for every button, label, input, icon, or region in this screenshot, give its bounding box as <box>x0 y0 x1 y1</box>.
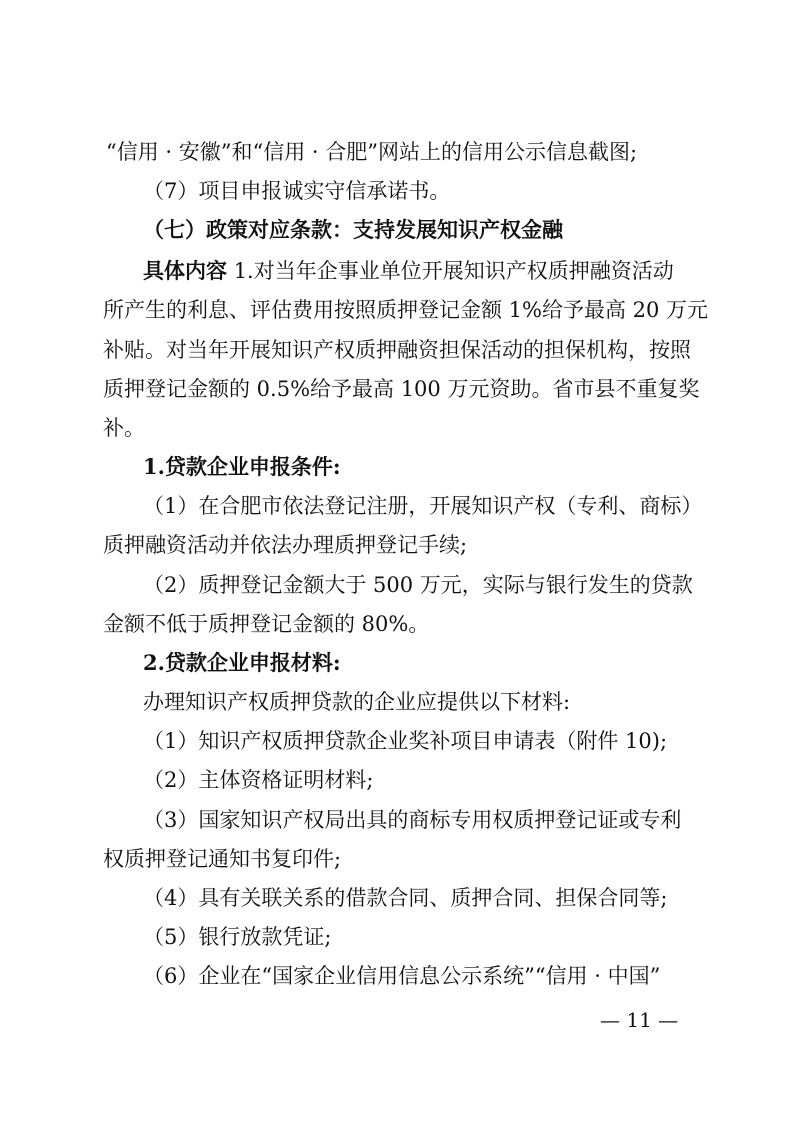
subheading: 1.贷款企业申报条件: <box>143 454 341 479</box>
text-line: 补。 <box>103 416 145 440</box>
text-line <box>143 256 674 286</box>
page-number: — 11 — <box>600 1008 679 1032</box>
content-text: 1.对当年企事业单位开展知识产权质押融资活动 <box>233 259 674 283</box>
section-heading: （七）政策对应条款：支持发展知识产权金融 <box>143 217 563 242</box>
text-line: 所产生的利息、评估费用按照质押登记金额 1%给予最高 20 万元 <box>103 298 709 322</box>
text-line: （3）国家知识产权局出具的商标专用权质押登记证或专利 <box>143 808 682 832</box>
text-line: 金额不低于质押登记金额的 80%。 <box>103 612 430 636</box>
text-line: （2）主体资格证明材料; <box>143 768 374 792</box>
text-line: 质押融资活动并依法办理质押登记手续; <box>103 533 468 557</box>
content-label: 具体内容 <box>143 258 227 283</box>
text-line: （2）质押登记金额大于 500 万元，实际与银行发生的贷款 <box>143 573 693 597</box>
text-line: （7）项目申报诚实守信承诺书。 <box>143 179 451 203</box>
subheading: 2.贷款企业申报材料: <box>143 650 341 675</box>
text-line: 补贴。对当年开展知识产权质押融资担保活动的担保机构，按照 <box>103 338 691 362</box>
text-line: （4）具有关联关系的借款合同、质押合同、担保合同等; <box>143 886 668 910</box>
text-line: （6）企业在“国家企业信用信息公示系统”“信用 · 中国” <box>143 964 661 988</box>
text-line: “信用 · 安徽”和“信用 · 合肥”网站上的信用公示信息截图; <box>106 140 638 164</box>
text-line: （5）银行放款凭证; <box>143 925 332 949</box>
text-line: （1）在合肥市依法登记注册，开展知识产权（专利、商标） <box>143 494 703 518</box>
text-line: 办理知识产权质押贷款的企业应提供以下材料: <box>143 690 571 714</box>
text-line: 权质押登记通知书复印件; <box>103 847 342 871</box>
text-line: 质押登记金额的 0.5%给予最高 100 万元资助。省市县不重复奖 <box>103 377 700 401</box>
text-line: （1）知识产权质押贷款企业奖补项目申请表（附件 10); <box>143 729 668 753</box>
